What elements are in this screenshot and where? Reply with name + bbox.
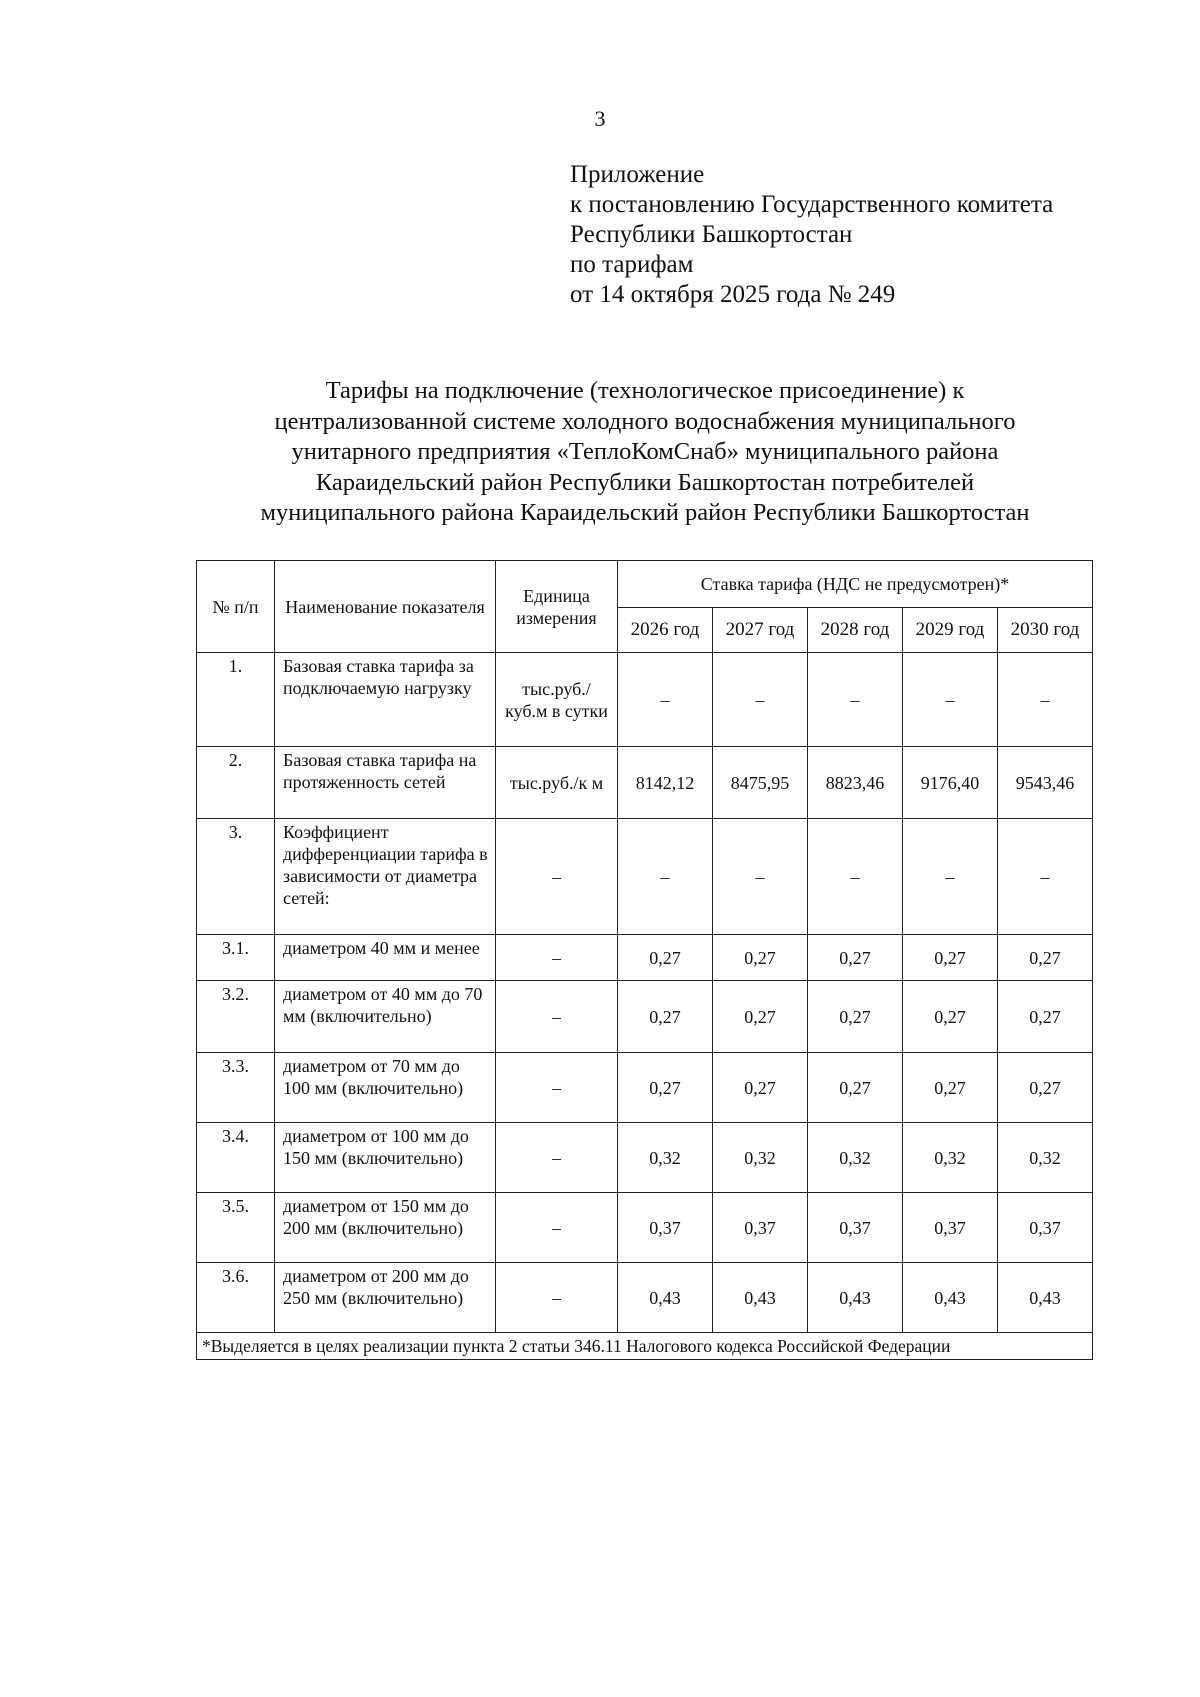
row-value: – xyxy=(713,653,808,747)
row-value: – xyxy=(618,653,713,747)
row-name: диаметром от 200 мм до 250 мм (включительно) xyxy=(275,1263,496,1333)
row-unit: – xyxy=(496,1263,618,1333)
row-value: – xyxy=(808,819,903,935)
row-value: – xyxy=(618,819,713,935)
row-value: 0,27 xyxy=(998,1053,1093,1123)
document-title xyxy=(200,376,1090,529)
row-number: 3.4. xyxy=(197,1123,275,1193)
row-value: 9176,40 xyxy=(903,747,998,819)
row-value: 0,37 xyxy=(808,1193,903,1263)
row-name: Коэффициент дифференциации тарифа в зависимости от диаметра сетей: xyxy=(275,819,496,935)
row-value: 0,27 xyxy=(713,1053,808,1123)
header-year: 2029 год xyxy=(903,608,998,653)
row-value: 8475,95 xyxy=(713,747,808,819)
row-value: 8142,12 xyxy=(618,747,713,819)
title-line: Тарифы на подключение (технологическое присоединение) к xyxy=(325,377,965,404)
appendix-line: по тарифам xyxy=(570,251,694,278)
row-value: 0,27 xyxy=(808,1053,903,1123)
table-row xyxy=(197,935,1093,981)
row-value: 0,27 xyxy=(903,935,998,981)
row-name: Базовая ставка тарифа за подключаемую нагрузку xyxy=(275,653,496,747)
appendix-block xyxy=(570,160,1053,310)
row-number: 3.5. xyxy=(197,1193,275,1263)
row-unit: тыс.руб./ куб.м в сутки xyxy=(496,653,618,747)
row-value: 8823,46 xyxy=(808,747,903,819)
row-value: 0,27 xyxy=(998,981,1093,1053)
header-year: 2026 год xyxy=(618,608,713,653)
row-unit: – xyxy=(496,1193,618,1263)
appendix-line: Приложение xyxy=(570,161,705,188)
row-value: 9543,46 xyxy=(998,747,1093,819)
row-name: диаметром от 150 мм до 200 мм (включительно) xyxy=(275,1193,496,1263)
title-line: муниципального района Караидельский район Республики Башкортостан xyxy=(260,499,1030,526)
row-value: 0,37 xyxy=(903,1193,998,1263)
table-row xyxy=(197,981,1093,1053)
row-name: Базовая ставка тарифа на протяженность сетей xyxy=(275,747,496,819)
table-row xyxy=(197,1263,1093,1333)
row-name: диаметром от 40 мм до 70 мм (включительно) xyxy=(275,981,496,1053)
row-value: 0,27 xyxy=(903,1053,998,1123)
row-value: 0,27 xyxy=(998,935,1093,981)
row-value: 0,37 xyxy=(998,1193,1093,1263)
title-line: унитарного предприятия «ТеплоКомСнаб» муниципального района xyxy=(291,438,999,465)
row-value: 0,32 xyxy=(998,1123,1093,1193)
footnote-row xyxy=(197,1333,1093,1360)
row-value: 0,27 xyxy=(903,981,998,1053)
appendix-line: Республики Башкортостан xyxy=(570,221,853,248)
row-value: 0,32 xyxy=(618,1123,713,1193)
table-row xyxy=(197,1193,1093,1263)
row-value: 0,32 xyxy=(903,1123,998,1193)
row-value: 0,43 xyxy=(713,1263,808,1333)
appendix-line: от 14 октября 2025 года № 249 xyxy=(570,281,896,308)
row-number: 3.1. xyxy=(197,935,275,981)
table-row xyxy=(197,747,1093,819)
row-number: 1. xyxy=(197,653,275,747)
table-row xyxy=(197,653,1093,747)
row-number: 3. xyxy=(197,819,275,935)
row-value: 0,27 xyxy=(713,935,808,981)
row-value: 0,43 xyxy=(903,1263,998,1333)
header-unit: Единица измерения xyxy=(496,561,618,653)
row-value: – xyxy=(713,819,808,935)
header-indicator-name: Наименование показателя xyxy=(275,561,496,653)
header-year: 2028 год xyxy=(808,608,903,653)
row-name: диаметром от 70 мм до 100 мм (включительно) xyxy=(275,1053,496,1123)
header-number: № п/п xyxy=(197,561,275,653)
footnote: *Выделяется в целях реализации пункта 2 статьи 346.11 Налогового кодекса Российской Федерации xyxy=(197,1333,1093,1360)
row-value: 0,37 xyxy=(618,1193,713,1263)
row-number: 3.2. xyxy=(197,981,275,1053)
header-year: 2030 год xyxy=(998,608,1093,653)
table-row xyxy=(197,1123,1093,1193)
row-value: 0,32 xyxy=(713,1123,808,1193)
page-number: 3 xyxy=(594,106,606,131)
row-value: – xyxy=(998,653,1093,747)
row-value: 0,37 xyxy=(713,1193,808,1263)
row-unit: – xyxy=(496,819,618,935)
row-value: 0,27 xyxy=(618,935,713,981)
header-year: 2027 год xyxy=(713,608,808,653)
header-tariff-rate: Ставка тарифа (НДС не предусмотрен)* xyxy=(618,561,1093,608)
title-line: Караидельский район Республики Башкортостан потребителей xyxy=(315,468,975,496)
row-value: – xyxy=(998,819,1093,935)
row-unit: – xyxy=(496,1053,618,1123)
row-value: 0,43 xyxy=(998,1263,1093,1333)
row-value: 0,27 xyxy=(713,981,808,1053)
row-value: – xyxy=(903,653,998,747)
row-number: 3.6. xyxy=(197,1263,275,1333)
row-unit: – xyxy=(496,935,618,981)
row-unit: – xyxy=(496,981,618,1053)
row-name: диаметром 40 мм и менее xyxy=(275,935,496,981)
row-value: 0,27 xyxy=(808,981,903,1053)
row-value: 0,27 xyxy=(808,935,903,981)
row-value: 0,32 xyxy=(808,1123,903,1193)
row-number: 3.3. xyxy=(197,1053,275,1123)
table-row xyxy=(197,819,1093,935)
row-unit: – xyxy=(496,1123,618,1193)
appendix-line: к постановлению Государственного комитета xyxy=(570,191,1054,218)
row-value: 0,27 xyxy=(618,981,713,1053)
row-value: 0,27 xyxy=(618,1053,713,1123)
title-line: централизованной системе холодного водоснабжения муниципального xyxy=(274,407,1016,435)
table-row xyxy=(197,1053,1093,1123)
row-unit: тыс.руб./к м xyxy=(496,747,618,819)
row-value: 0,43 xyxy=(618,1263,713,1333)
row-number: 2. xyxy=(197,747,275,819)
row-value: – xyxy=(808,653,903,747)
row-name: диаметром от 100 мм до 150 мм (включительно) xyxy=(275,1123,496,1193)
row-value: – xyxy=(903,819,998,935)
row-value: 0,43 xyxy=(808,1263,903,1333)
tariff-table xyxy=(196,560,1093,1360)
